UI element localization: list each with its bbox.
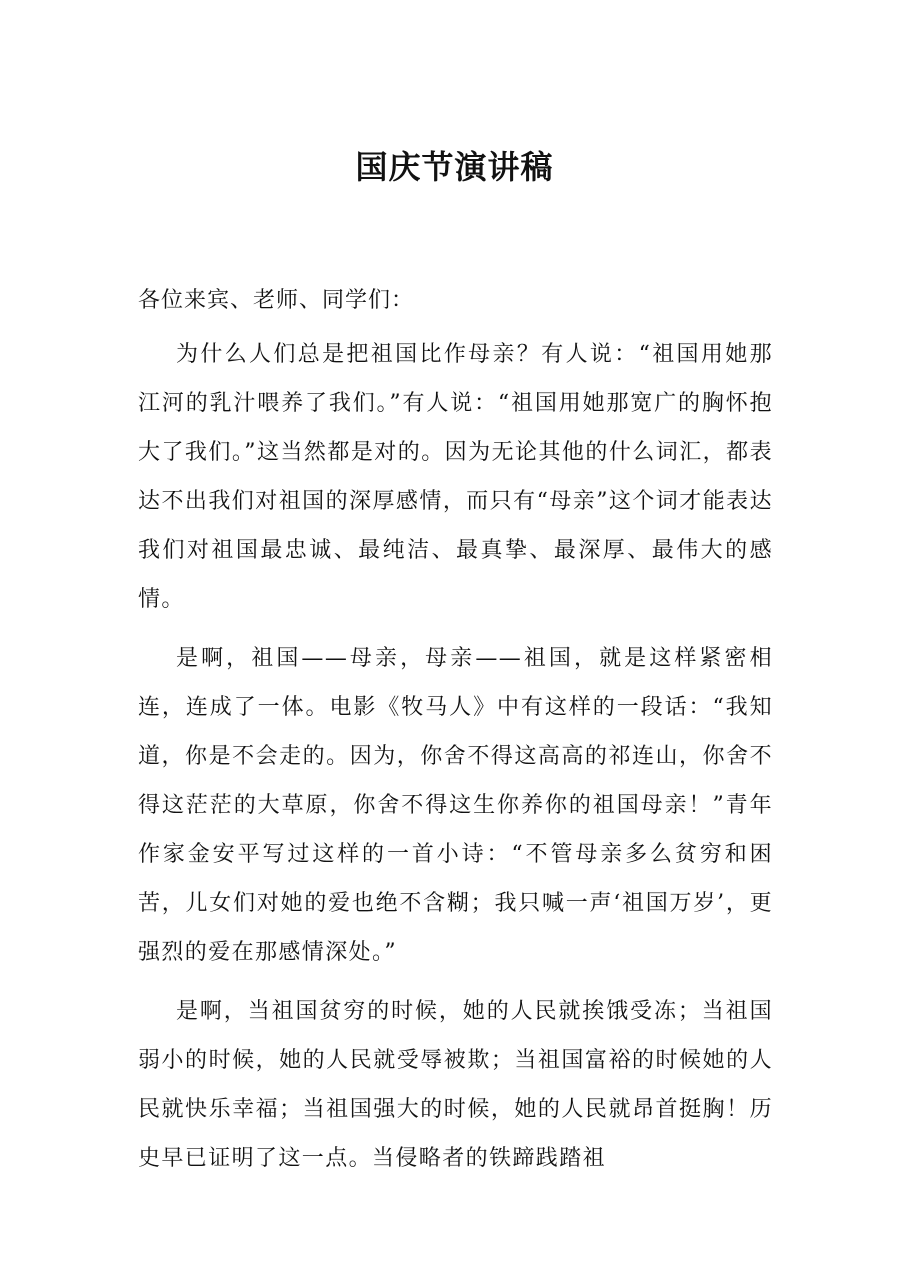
paragraph-3: 是啊，当祖国贫穷的时候，她的人民就挨饿受冻；当祖国弱小的时候，她的人民就受辱被欺；当祖国富裕的时候她的人民就快乐幸福；当祖国强大的时候，她的人民就昂首挺胸！历史早已证明了这一点。当侵略者的铁蹄践踏祖 (138, 999, 773, 1171)
paragraph-2: 是啊，祖国——母亲，母亲——祖国，就是这样紧密相连，连成了一体。电影《牧马人》中有这样的一段话：“我知道，你是不会走的。因为，你舍不得这高高的祁连山，你舍不得这茫茫的大草原，你舍不得这生你养你的祖国母亲！”青年作家金安平写过这样的一首小诗：“不管母亲多么贫穷和困苦，儿女们对她的爱也绝不含糊；我只喊一声‘祖国万岁’，更强烈的爱在那感情深处。” (138, 646, 773, 965)
document-body (138, 282, 773, 1193)
document-title: 国庆节演讲稿 (355, 148, 554, 186)
salutation: 各位来宾、老师、同学们： (138, 288, 415, 313)
paragraph-1: 为什么人们总是把祖国比作母亲？有人说：“祖国用她那江河的乳汁喂养了我们。”有人说：“祖国用她那宽广的胸怀抱大了我们。”这当然都是对的。因为无论其他的什么词汇，都表达不出我们对祖国的深厚感情，而只有“母亲”这个词才能表达我们对祖国最忠诚、最纯洁、最真挚、最深厚、最伟大的感情。 (138, 342, 773, 612)
